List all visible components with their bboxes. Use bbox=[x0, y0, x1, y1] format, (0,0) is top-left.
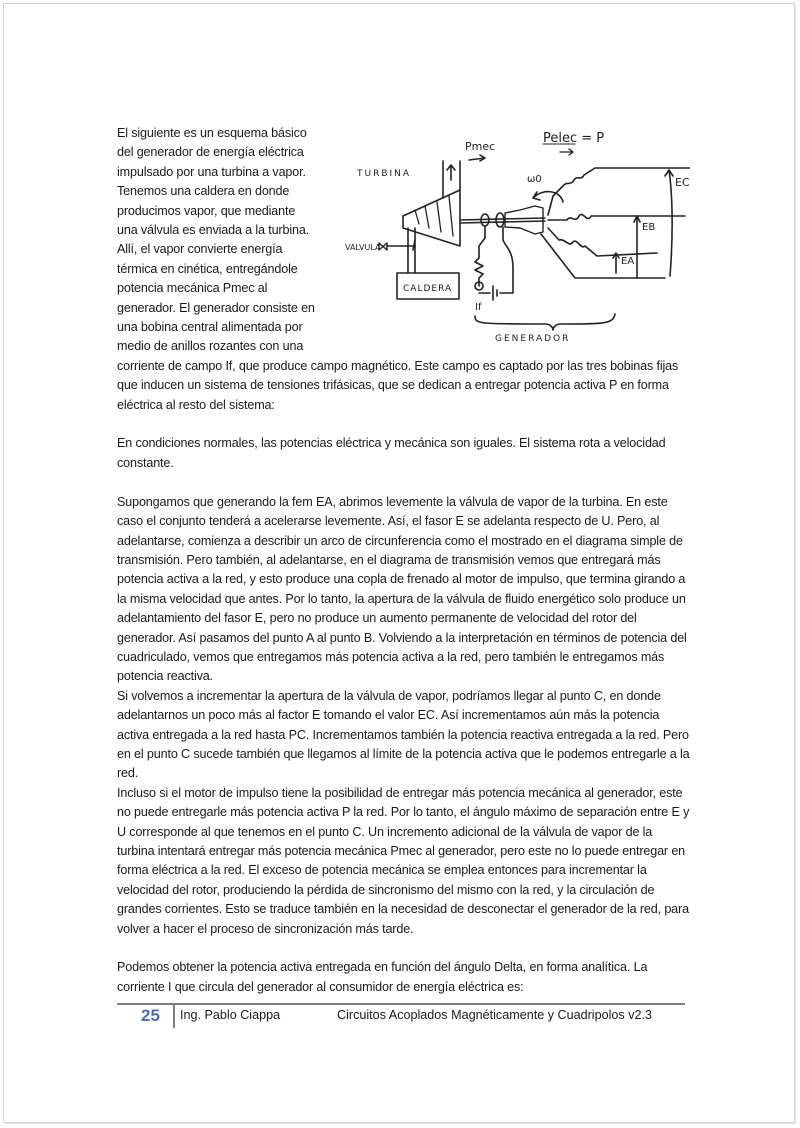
ea-label: EA bbox=[621, 256, 635, 267]
exhaust-arrow bbox=[447, 165, 455, 180]
steam-pipe bbox=[408, 228, 415, 273]
wo-label: ω0 bbox=[527, 174, 542, 185]
generador-brace bbox=[475, 314, 615, 330]
stator-b bbox=[548, 214, 685, 220]
valve-line bbox=[387, 240, 415, 250]
intro-line: medio de anillos rozantes con una bbox=[117, 339, 304, 354]
intro-line: El siguiente es un esquema básico bbox=[117, 126, 307, 140]
intro-line: Tenemos una caldera en donde bbox=[117, 184, 290, 199]
generator-diagram bbox=[345, 128, 690, 348]
paragraph-sync-loss: Incluso si el motor de impulso tiene la posibilidad de entregar más potencia mecánica al generador, este no puede entregarle más potencia activa P la red. Por lo tanto, el ángulo máximo de separación entre E y U corresponde al que tenemos en el punto C. Un incremento adicional de la válvula de vapor de la turbina intentará entregar más potencia mecánica Pmec al generador, pero este no lo puede entregar en forma eléctrica a la red. El exceso de potencia mecánica se emplea entonces para incrementar la velocidad del rotor, produciendo la pérdida de sincronismo del mismo con la red, y la circulación de grandes corrientes. Esto se traduce también en la necesidad de desconectar el generador de la red, para volver a hacer el proceso de sincronización más tarde. bbox=[117, 785, 690, 936]
intro-line: Allí, el vapor convierte energía bbox=[117, 242, 283, 257]
valvula-label: VALVULA bbox=[345, 243, 381, 252]
paragraph-point-c: Si volvemos a incrementar la apertura de la válvula de vapor, podríamos llegar al punto C, en donde adelantarnos un poco más al factor E tomando el valor EC. Así incrementamos aún más la potencia activa entregada a la red hasta PC. Incrementamos también la potencia reactiva entregada a la red. Pero en el punto C sucede también que llegamos al límite de la potencia activa que le podemos entregarle a la red. bbox=[117, 688, 690, 781]
eb-arrow bbox=[634, 216, 640, 278]
paragraph-normal-conditions: En condiciones normales, las potencias eléctrica y mecánica son iguales. El sistema rota a velocidad constante. bbox=[117, 436, 666, 470]
footer-author: Ing. Pablo Ciappa bbox=[180, 1008, 281, 1022]
paragraph-field-current: corriente de campo If, que produce campo magnético. Este campo es captado por las tres bobinas fijas que inducen un sistema de tensiones trifásicas, que se dedican a entregar potencia activa P en forma eléctrica al resto del sistema: bbox=[117, 358, 679, 412]
slip-ring-2 bbox=[496, 213, 504, 227]
if-label: If bbox=[475, 302, 482, 313]
generador-label: GENERADOR bbox=[495, 334, 571, 344]
caldera-label: CALDERA bbox=[403, 284, 453, 294]
pelec-arrow bbox=[560, 149, 573, 155]
shaft bbox=[460, 218, 545, 223]
ec-arrow bbox=[665, 170, 673, 276]
intro-line: una bobina central alimentada por bbox=[117, 320, 303, 335]
intro-line: térmica en cinética, entregándole bbox=[117, 261, 298, 276]
stator-c bbox=[548, 228, 657, 256]
intro-line: potencia mecánica Pmec al bbox=[117, 281, 268, 296]
eb-label: EB bbox=[642, 222, 656, 233]
footer-document-title: Circuitos Acoplados Magnéticamente y Cuadripolos v2.3 bbox=[337, 1008, 653, 1022]
paragraph-valve-opening: Supongamos que generando la fem EA, abrimos levemente la válvula de vapor de la turbina. En este caso el conjunto tenderá a acelerarse levemente. Así, el fasor E se adelanta respecto de U. Pero, al adelantarse, comienza a describir un arco de circunferencia como el mostrado en el diagrama simple de transmisión. Pero también, al adelantarse, en el diagrama de transmisión vemos que entregará más potencia activa a la red, y esto produce una copla de frenado al motor de impulso, que termina girando a la misma velocidad que antes. Por lo tanto, la apertura de la válvula de fluido energético solo produce un adelantamiento del fasor E, pero no produce un aumento permanente de velocidad del rotor del generador. Así pasamos del punto A al punto B. Volviendo a la interpretación en términos de potencia del cuadriculado, vemos que entregamos más potencia activa a la red, pero también le entregamos más potencia reactiva. bbox=[117, 494, 687, 684]
paragraph-analytic: Podemos obtener la potencia activa entregada en función del ángulo Delta, en forma analítica. La corriente I que circula del generador al consumidor de energía eléctrica es: bbox=[117, 960, 648, 994]
intro-line: del generador de energía eléctrica bbox=[117, 145, 304, 160]
pmec-label: Pmec bbox=[465, 140, 496, 153]
intro-text bbox=[117, 124, 332, 357]
rotor bbox=[505, 206, 543, 234]
intro-line: impulsado por una turbina a vapor. bbox=[117, 164, 306, 179]
turbina-label: TURBINA bbox=[357, 169, 412, 179]
footer-divider bbox=[117, 1003, 685, 1005]
intro-line: generador. El generador consiste en bbox=[117, 300, 315, 315]
intro-line: una válvula es enviada a la turbina. bbox=[117, 223, 310, 238]
footer-vertical-divider bbox=[173, 1005, 175, 1028]
ec-label: EC bbox=[675, 176, 690, 189]
intro-line: producimos vapor, que mediante bbox=[117, 203, 296, 218]
page-number: 25 bbox=[141, 1006, 160, 1025]
rotation-arrow bbox=[533, 192, 563, 202]
pelec-label: Pelec = P bbox=[543, 131, 605, 146]
pmec-arrow bbox=[469, 155, 485, 161]
ea-arrow bbox=[613, 253, 619, 273]
stator-a bbox=[548, 168, 690, 215]
